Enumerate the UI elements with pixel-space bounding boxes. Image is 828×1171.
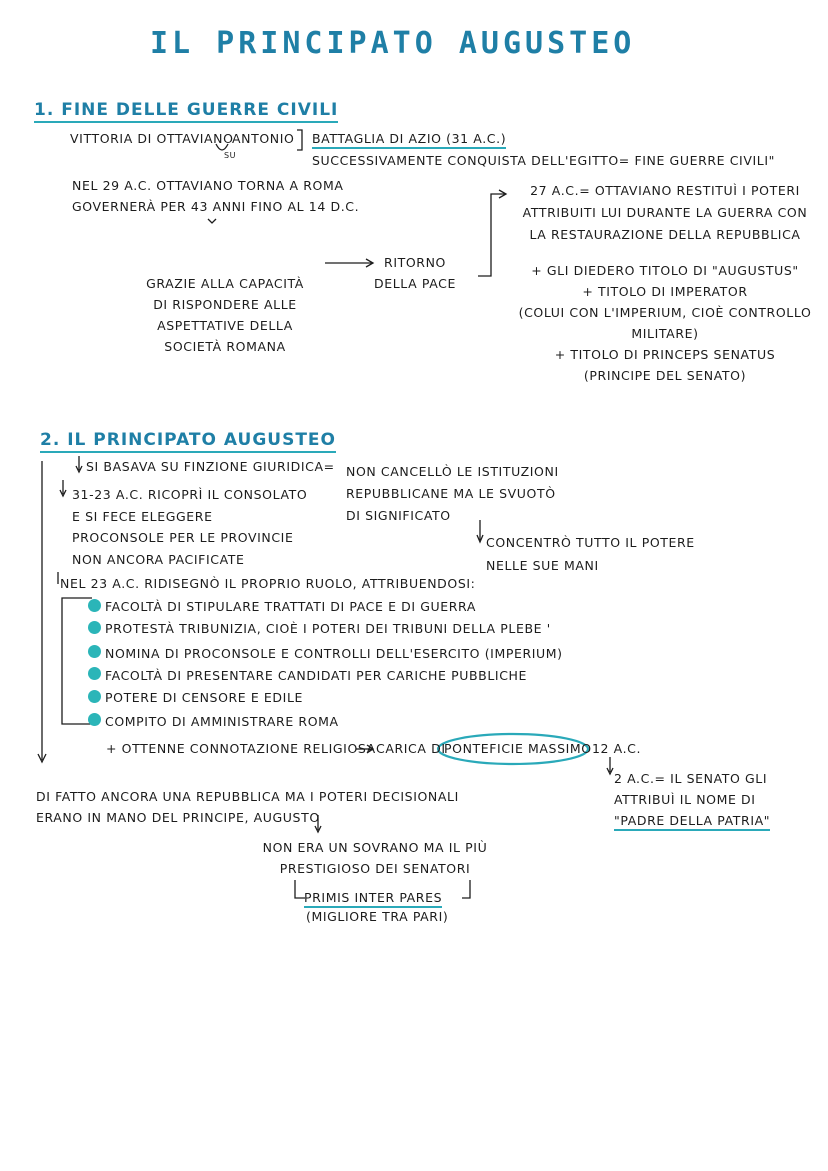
vittoria-text: VITTORIA DI OTTAVIANO bbox=[70, 131, 234, 146]
egitto-text: SUCCESSIVAMENTE CONQUISTA DELL'EGITTO= FINE GUERRE CIVILI" bbox=[312, 153, 775, 168]
titoli-line: + GLI DIEDERO TITOLO DI "AUGUSTUS" bbox=[531, 263, 799, 278]
consolato-block bbox=[72, 484, 307, 570]
bullet-dot bbox=[88, 713, 101, 726]
consolato-line: NON ANCORA PACIFICATE bbox=[72, 551, 245, 567]
padre-block bbox=[614, 768, 770, 831]
roma-line-1: NEL 29 A.C. OTTAVIANO TORNA A ROMA bbox=[72, 178, 344, 193]
istituzioni-line: DI SIGNIFICATO bbox=[346, 508, 451, 523]
battaglia-text bbox=[312, 133, 506, 146]
religiosa-text: + OTTENNE CONNOTAZIONE RELIGIOSA bbox=[106, 741, 376, 756]
difatto-line: DI FATTO ANCORA UNA REPUBBLICA MA I POTERI DECISIONALI bbox=[36, 789, 459, 804]
restituzione-line: 27 A.C.= OTTAVIANO RESTITUÌ I POTERI bbox=[530, 183, 800, 198]
page-title: IL PRINCIPATO AUGUSTEO bbox=[150, 26, 636, 61]
sovrano-block bbox=[250, 837, 500, 879]
roma-line-2: GOVERNERÀ PER 43 ANNI FINO AL 14 D.C. bbox=[72, 199, 360, 214]
consolato-line: PROCONSOLE PER LE PROVINCIE bbox=[72, 530, 294, 545]
antonio-text: ANTONIO bbox=[232, 131, 295, 146]
battaglia-underlined: BATTAGLIA DI AZIO (31 A.C.) bbox=[312, 131, 506, 149]
primis-underlined: PRIMIS INTER PARES bbox=[304, 890, 442, 908]
grazie-line: ASPETTATIVE DELLA bbox=[157, 318, 293, 333]
bullet-dot bbox=[88, 599, 101, 612]
bullet-dot bbox=[88, 621, 101, 634]
difatto-block bbox=[36, 786, 459, 828]
pontefice-text: PONTEFICIE MASSIMO bbox=[444, 741, 592, 756]
restituzione-line: LA RESTAURAZIONE DELLA REPUBBLICA bbox=[529, 227, 801, 242]
carica-text: CARICA DI bbox=[376, 741, 446, 756]
bullet-dot bbox=[88, 645, 101, 658]
bullet-item: FACOLTÀ DI PRESENTARE CANDIDATI PER CARICHE PUBBLICHE bbox=[105, 668, 528, 683]
ridisegno-text: NEL 23 A.C. RIDISEGNÒ IL PROPRIO RUOLO, ATTRIBUENDOSI: bbox=[60, 576, 476, 591]
titoli-line: (PRINCIPE DEL SENATO) bbox=[583, 368, 747, 383]
ritorno-line: RITORNO bbox=[384, 255, 446, 270]
bullet-dot bbox=[88, 690, 101, 703]
titoli-block bbox=[510, 260, 820, 386]
concentro-line: NELLE SUE MANI bbox=[486, 558, 599, 573]
restituzione-line: ATTRIBUITI LUI DURANTE LA GUERRA CON bbox=[522, 205, 808, 220]
anno12-text: 12 A.C. bbox=[592, 741, 642, 756]
padre-line: 2 A.C.= IL SENATO GLI bbox=[614, 771, 768, 786]
titoli-line: (COLUI CON L'IMPERIUM, CIOÈ CONTROLLO bbox=[518, 305, 812, 320]
titoli-line: + TITOLO DI PRINCEPS SENATUS bbox=[554, 347, 776, 362]
difatto-line: ERANO IN MANO DEL PRINCIPE, AUGUSTO bbox=[36, 810, 320, 825]
ritorno-block bbox=[360, 252, 470, 294]
sovrano-line: NON ERA UN SOVRANO MA IL PIÙ bbox=[262, 840, 488, 855]
grazie-line: DI RISPONDERE ALLE bbox=[153, 297, 297, 312]
titoli-line: MILITARE) bbox=[631, 326, 699, 341]
padre-line: ATTRIBUÌ IL NOME DI bbox=[614, 792, 756, 807]
concentro-block bbox=[486, 531, 695, 577]
concentro-line: CONCENTRÒ TUTTO IL POTERE bbox=[486, 535, 695, 550]
istituzioni-block bbox=[346, 461, 559, 527]
consolato-line: E SI FECE ELEGGERE bbox=[72, 508, 213, 524]
su-text: SU bbox=[224, 151, 237, 160]
section1-heading: 1. FINE DELLE GUERRE CIVILI bbox=[34, 100, 338, 123]
grazie-line: SOCIETÀ ROMANA bbox=[164, 339, 286, 354]
migliore-text: (MIGLIORE TRA PARI) bbox=[306, 909, 449, 924]
istituzioni-line: REPUBBLICANE MA LE SVUOTÒ bbox=[346, 486, 556, 501]
padre-patria: "PADRE DELLA PATRIA" bbox=[614, 813, 770, 831]
consolato-line: 31-23 A.C. RICOPRÌ IL CONSOLATO bbox=[72, 487, 308, 502]
istituzioni-line: NON CANCELLÒ LE ISTITUZIONI bbox=[346, 464, 559, 479]
bullet-dot bbox=[88, 667, 101, 680]
restituzione-block bbox=[510, 180, 820, 246]
bullet-item: NOMINA DI PROCONSOLE E CONTROLLI DELL'ESERCITO (IMPERIUM) bbox=[105, 646, 563, 661]
primis-text bbox=[304, 892, 442, 905]
finzione-text: SI BASAVA SU FINZIONE GIURIDICA= bbox=[86, 459, 335, 474]
grazie-line: GRAZIE ALLA CAPACITÀ bbox=[146, 276, 304, 291]
bullet-item: POTERE DI CENSORE E EDILE bbox=[105, 690, 304, 705]
ritorno-line: DELLA PACE bbox=[374, 276, 456, 291]
section2-heading: 2. IL PRINCIPATO AUGUSTEO bbox=[40, 430, 336, 453]
sovrano-line: PRESTIGIOSO DEI SENATORI bbox=[279, 861, 471, 876]
bullet-item: COMPITO DI AMMINISTRARE ROMA bbox=[105, 714, 339, 729]
titoli-line: + TITOLO DI IMPERATOR bbox=[582, 284, 748, 299]
grazie-block bbox=[130, 273, 320, 357]
bullet-item: FACOLTÀ DI STIPULARE TRATTATI DI PACE E DI GUERRA bbox=[105, 599, 476, 614]
bullet-item: PROTESTÀ TRIBUNIZIA, CIOÈ I POTERI DEI TRIBUNI DELLA PLEBE ' bbox=[105, 621, 551, 636]
padre-line bbox=[614, 810, 770, 831]
